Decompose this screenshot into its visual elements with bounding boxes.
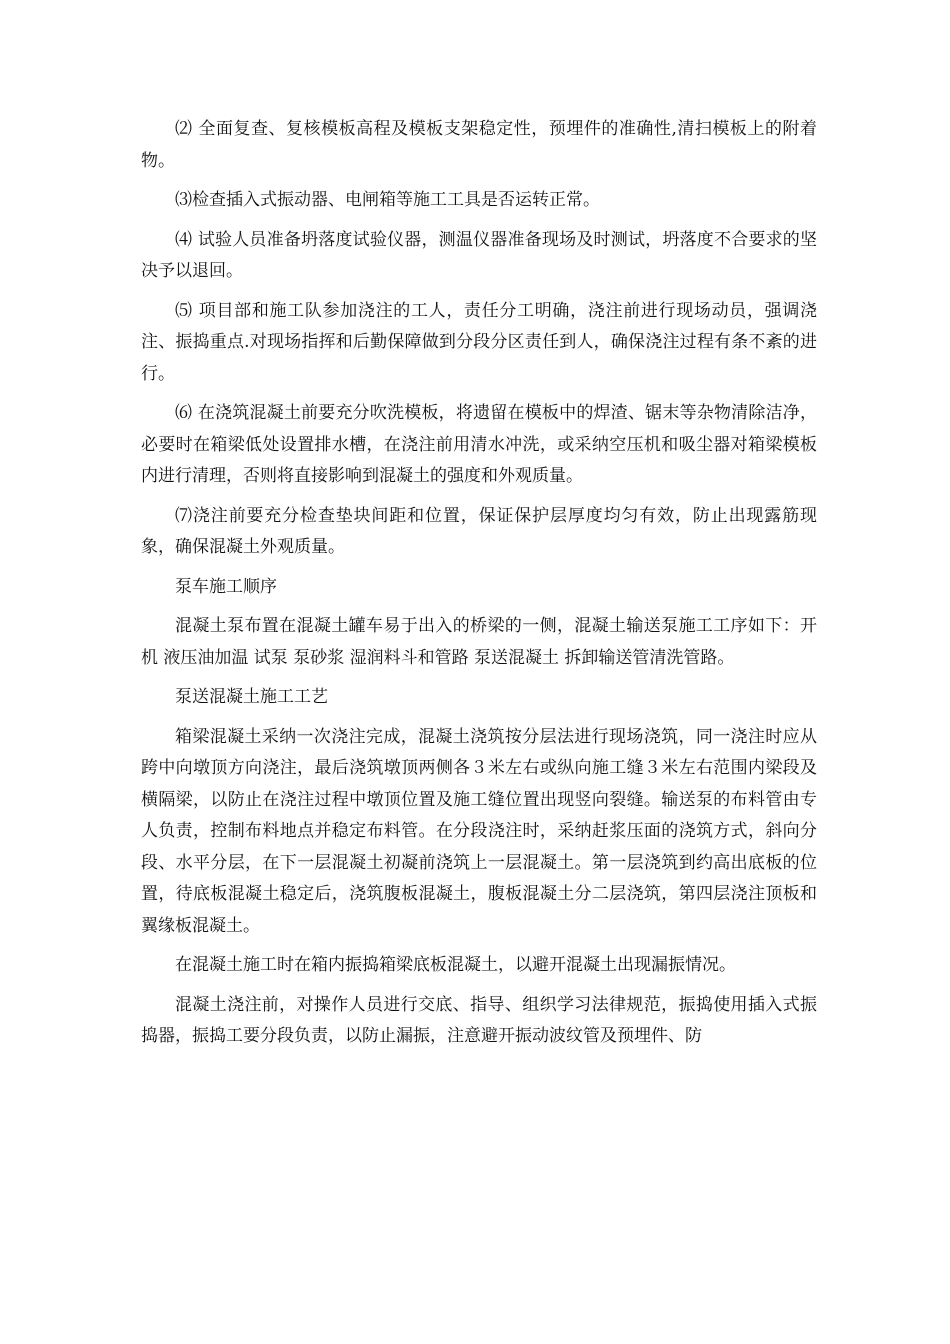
paragraph-bottom-vibration: 在混凝土施工时在箱内振捣箱梁底板混凝土，以避开混凝土出现漏振情况。 [175,955,736,975]
paragraph-item-7: ⑺浇注前要充分检查垫块间距和位置，保证保护层厚度均匀有效，防止出现露筋现象，确保混凝土外观质量。 [141,505,817,557]
paragraph-pouring-method: 箱梁混凝土采纳一次浇注完成，混凝土浇筑按分层法进行现场浇筑，同一浇注时应从跨中向墩顶方向浇注，最后浇筑墩顶两侧各３米左右或纵向施工缝３米左右范围内梁段及横隔梁，以防止在浇注过程中墩顶位置及施工缝位置出现竖向裂缝。输送泵的布料管由专人负责，控制布料地点并稳定布料管。在分段浇注时，采纳赶浆压面的浇筑方式，斜向分段、水平分层，在下一层混凝土初凝前浇筑上一层混凝土。第一层浇筑到约高出底板的位置，待底板混凝土稳定后，浇筑腹板混凝土，腹板混凝土分二层浇筑，第四层浇注顶板和翼缘板混凝土。 [141,726,817,936]
section-heading-pump-process: 泵送混凝土施工工艺 [175,687,328,707]
paragraph-item-2: ⑵ 全面复查、复核模板高程及模板支架稳定性，预埋件的准确性,清扫模板上的附着物。 [141,119,817,171]
paragraph-pump-procedure: 混凝土泵布置在混凝土罐车易于出入的桥梁的一侧，混凝土输送泵施工工序如下：开机 液压油加温 试泵 泵砂浆 湿润料斗和管路 泵送混凝土 拆卸输送管清洗管路。 [141,616,817,668]
paragraph-item-4: ⑷ 试验人员准备坍落度试验仪器，测温仪器准备现场及时测试，坍落度不合要求的坚决予以退回。 [141,229,817,281]
paragraph-vibration-training: 混凝土浇注前，对操作人员进行交底、指导、组织学习法律规范，振捣使用插入式振捣器，振捣工要分段负责，以防止漏振，注意避开振动波纹管及预埋件、防 [141,994,817,1046]
paragraph-item-5: ⑸ 项目部和施工队参加浇注的工人，责任分工明确，浇注前进行现场动员，强调浇注、振捣重点.对现场指挥和后勤保障做到分段分区责任到人，确保浇注过程有条不紊的进行。 [141,300,817,384]
paragraph-item-6: ⑹ 在浇筑混凝土前要充分吹洗模板，将遗留在模板中的焊渣、锯末等杂物清除洁净，必要时在箱梁低处设置排水槽，在浇注前用清水冲洗，或采纳空压机和吸尘器对箱梁模板内进行清理，否则将直接影响到混凝土的强度和外观质量。 [141,403,817,486]
paragraph-item-3: ⑶检查插入式振动器、电闸箱等施工工具是否运转正常。 [175,190,600,210]
document-body [141,114,817,1061]
section-heading-pump-order: 泵车施工顺序 [175,576,277,597]
